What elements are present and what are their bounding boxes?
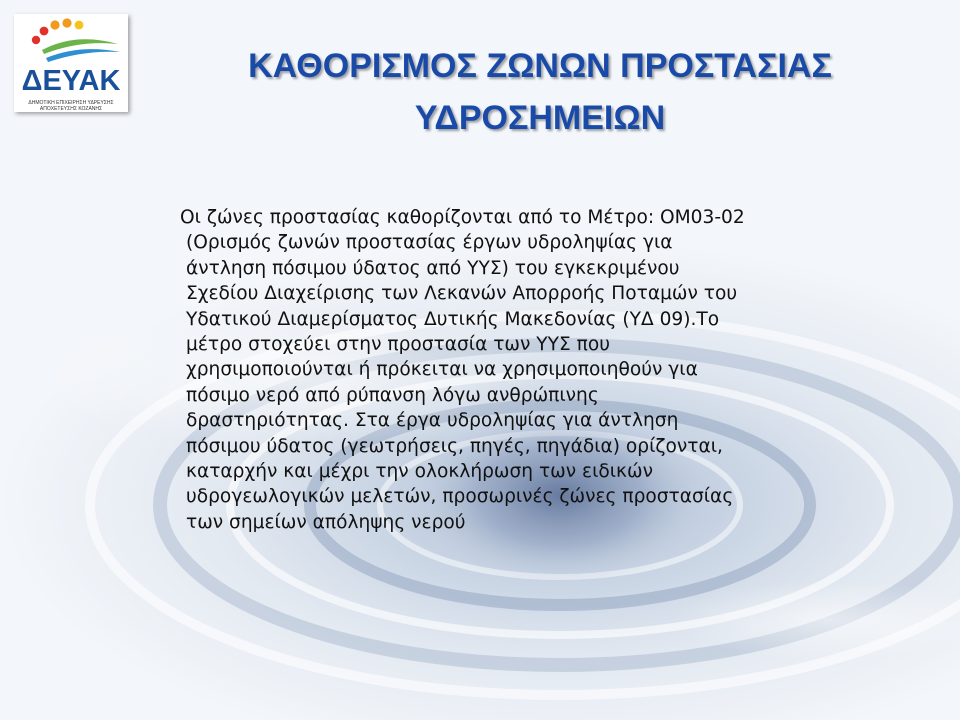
logo-subtitle [18, 100, 124, 112]
body-line: (Ορισμός ζωνών προστασίας έργων υδροληψίας για [186, 232, 673, 254]
body-line: Οι ζώνες προστασίας καθορίζονται από το Μέτρο: ΟΜ03-02 [180, 207, 745, 228]
body-line: πόσιμου ύδατος (γεωτρήσεις, πηγές, πηγάδια) ορίζονται, [186, 435, 723, 457]
body-line: Σχεδίου Διαχείρισης των Λεκανών Απορροής Ποταμών του [186, 283, 738, 305]
logo-subtitle-line: ΑΠΟΧΕΤΕΥΣΗΣ ΚΟΖΑΝΗΣ [39, 106, 103, 112]
logo-name: ΔΕΥΑΚ [21, 65, 121, 97]
logo [14, 14, 128, 112]
body-line: των σημείων απόληψης νερού [186, 511, 466, 533]
body-line: Υδατικού Διαμερίσματος Δυτικής Μακεδονίας (ΥΔ 09).Το [186, 308, 720, 330]
body-paragraph [172, 205, 852, 535]
body-line: πόσιμο νερό από ρύπανση λόγω ανθρώπινης [186, 384, 599, 406]
title-line: ΚΑΘΟΡΙΣΜΟΣ ΖΩΝΩΝ ΠΡΟΣΤΑΣΙΑΣ [248, 47, 832, 85]
body-line: δραστηριότητας. Στα έργα υδροληψίας για άντληση [186, 410, 679, 432]
slide-title [140, 40, 940, 144]
body-line: υδρογεωλογικών μελετών, προσωρινές ζώνες προστασίας [186, 486, 734, 508]
title-line: ΥΔΡΟΣΗΜΕΙΩΝ [414, 99, 666, 137]
body-line: μέτρο στοχεύει στην προστασία των ΥΥΣ που [186, 334, 610, 356]
logo-subtitle-line: ΔΗΜΟΤΙΚΗ ΕΠΙΧΕΙΡΗΣΗ ΥΔΡΕΥΣΗΣ [28, 100, 114, 106]
body-line: καταρχήν και μέχρι την ολοκλήρωση των ειδικών [186, 461, 653, 483]
body-line: χρησιμοποιούνται ή πρόκειται να χρησιμοποιηθούν για [186, 359, 698, 381]
body-line: άντληση πόσιμου ύδατος από ΥΥΣ) του εγκεκριμένου [186, 257, 680, 279]
